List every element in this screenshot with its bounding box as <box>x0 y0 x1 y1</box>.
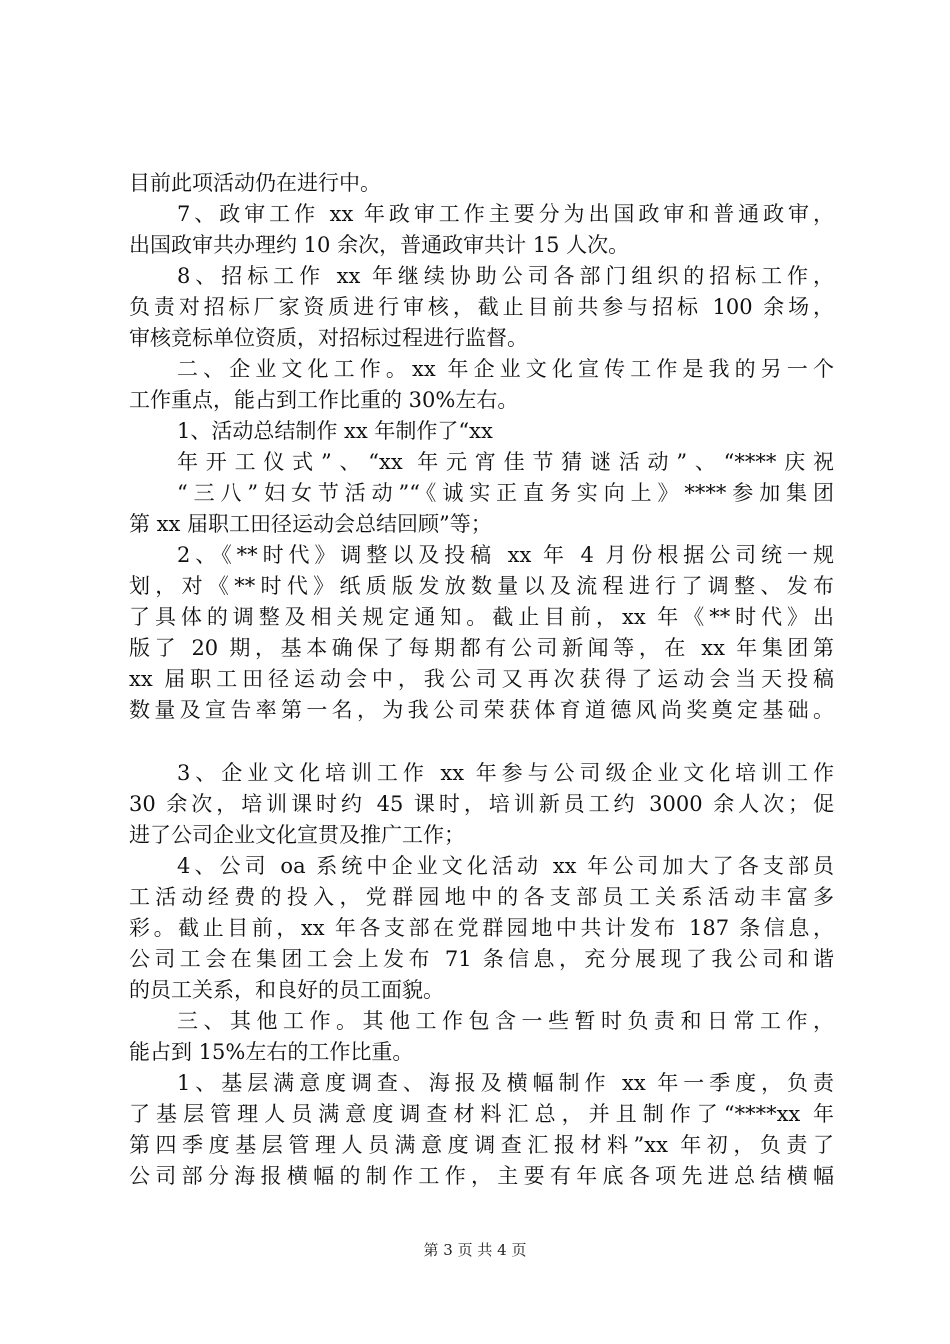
text-line: 三、其他工作。其他工作包含一些暂时负责和日常工作， <box>177 1009 834 1033</box>
text-line: 8、招标工作 xx 年继续协助公司各部门组织的招标工作， <box>177 264 834 288</box>
document-body <box>129 168 834 1192</box>
text-line: 3、企业文化培训工作 xx 年参与公司级企业文化培训工作 <box>177 761 834 785</box>
text-line: 第 xx 届职工田径运动会总结回顾”等； <box>129 512 492 536</box>
text-line: 版了 20 期，基本确保了每期都有公司新闻等，在 xx 年集团第 <box>129 636 834 660</box>
text-line: 目前此项活动仍在进行中。 <box>129 171 381 195</box>
text-line: 工作重点，能占到工作比重的 30%左右。 <box>129 388 519 412</box>
text-line: 7、政审工作 xx 年政审工作主要分为出国政审和普通政审， <box>177 202 834 226</box>
text-line: 1、基层满意度调查、海报及横幅制作 xx 年一季度，负责 <box>177 1071 834 1095</box>
text-line: 二、企业文化工作。xx 年企业文化宣传工作是我的另一个 <box>177 357 834 381</box>
text-line: 数量及宣告率第一名，为我公司荣获体育道德风尚奖奠定基础。 <box>129 698 834 722</box>
text-line: 审核竞标单位资质，对招标过程进行监督。 <box>129 326 528 350</box>
text-line: “三八”妇女节活动”“《诚实正直务实向上》****参加集团 <box>177 481 834 505</box>
text-line: 出国政审共办理约 10 余次，普通政审共计 15 人次。 <box>129 233 630 257</box>
page-number-footer: 第 3 页 共 4 页 <box>423 1241 527 1259</box>
text-line: 了基层管理人员满意度调查材料汇总，并且制作了“****xx 年 <box>129 1102 834 1126</box>
text-line: 工活动经费的投入，党群园地中的各支部员工关系活动丰富多 <box>129 885 834 909</box>
text-line: 能占到 15%左右的工作比重。 <box>129 1040 414 1064</box>
text-line: 第四季度基层管理人员满意度调查汇报材料”xx 年初，负责了 <box>129 1133 834 1157</box>
text-line: 负责对招标厂家资质进行审核，截止目前共参与招标 100 余场， <box>129 295 834 319</box>
text-line: 划，对《**时代》纸质版发放数量以及流程进行了调整、发布 <box>129 574 834 598</box>
text-line: 公司部分海报横幅的制作工作，主要有年底各项先进总结横幅 <box>129 1164 834 1188</box>
text-line: 公司工会在集团工会上发布 71 条信息，充分展现了我公司和谐 <box>129 947 834 971</box>
text-line: 年开工仪式”、“xx 年元宵佳节猜谜活动”、“****庆祝 <box>177 450 834 474</box>
text-line: 30 余次，培训课时约 45 课时，培训新员工约 3000 余人次；促 <box>129 792 834 816</box>
text-line: 了具体的调整及相关规定通知。截止目前，xx 年《**时代》出 <box>129 605 834 629</box>
text-line: 进了公司企业文化宣贯及推广工作； <box>129 823 465 847</box>
text-line: 1、活动总结制作 xx 年制作了“xx <box>177 419 493 443</box>
text-line: 4、公司 oa 系统中企业文化活动 xx 年公司加大了各支部员 <box>177 854 834 878</box>
text-line: xx 届职工田径运动会中，我公司又再次获得了运动会当天投稿 <box>129 667 834 691</box>
text-line: 2、《**时代》调整以及投稿 xx 年 4 月份根据公司统一规 <box>177 543 834 567</box>
text-line: 彩。截止目前，xx 年各支部在党群园地中共计发布 187 条信息， <box>129 916 834 940</box>
paragraph-gap <box>129 726 834 758</box>
text-line: 的员工关系，和良好的员工面貌。 <box>129 978 444 1002</box>
